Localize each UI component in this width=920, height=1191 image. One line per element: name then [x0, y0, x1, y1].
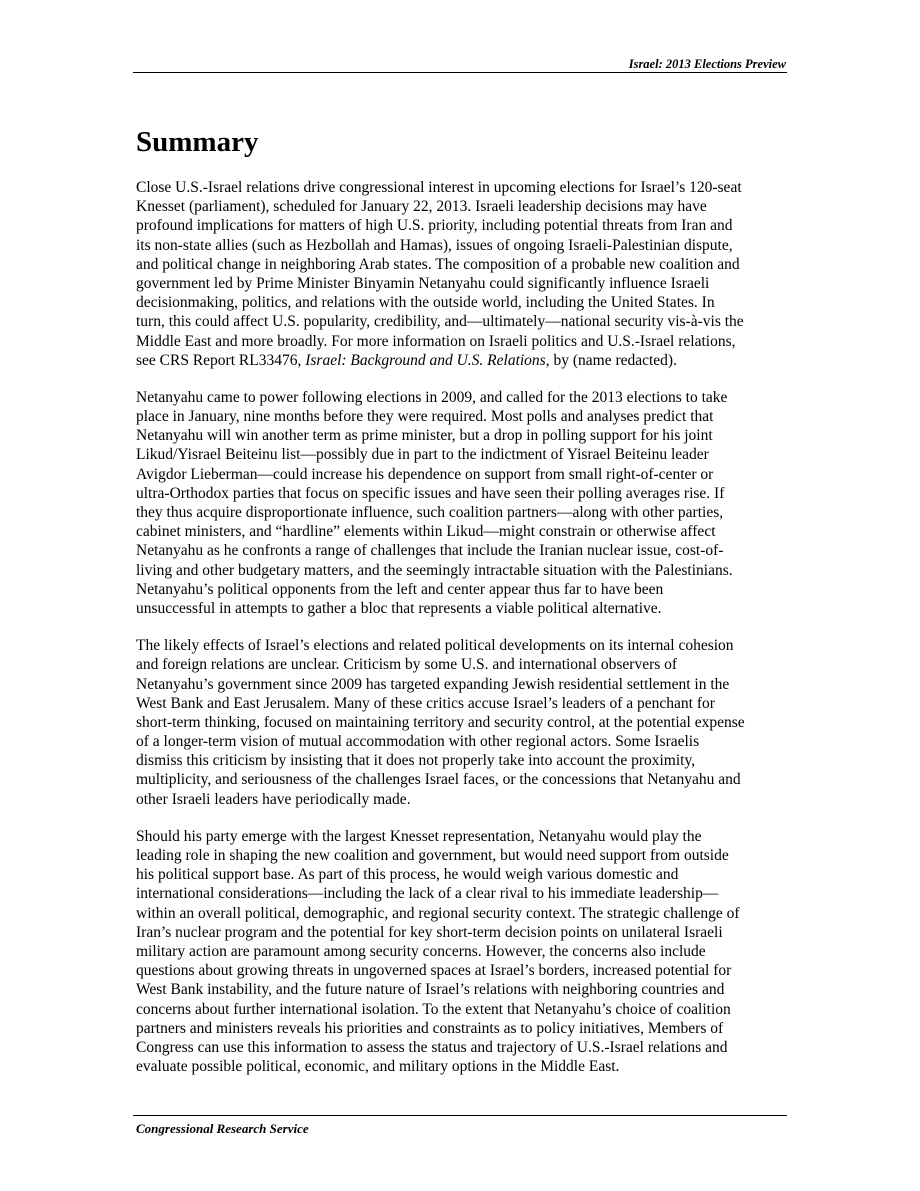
text-line: living and other budgetary matters, and the seemingly intractable situation with the Palestinians.: [136, 561, 733, 579]
text-line: international considerations—including the lack of a clear rival to his immediate leadership—: [136, 885, 719, 903]
paragraph-gap: [136, 809, 788, 827]
text-line: decisionmaking, politics, and relations with the outside world, including the United States. In: [136, 294, 715, 312]
running-header: Israel: 2013 Elections Preview: [628, 57, 786, 71]
text-line: unsuccessful in attempts to gather a bloc that represents a viable political alternative.: [136, 599, 662, 617]
text-line: Netanyahu as he confronts a range of challenges that include the Iranian nuclear issue, cost-of-: [136, 542, 724, 560]
header-rule: [133, 72, 787, 73]
text-line: West Bank instability, and the future nature of Israel’s relations with neighboring countries and: [136, 981, 725, 999]
text-line: Netanyahu’s political opponents from the left and center appear thus far to have been: [136, 580, 664, 598]
paragraph-1: [136, 178, 788, 370]
text-line: dismiss this criticism by insisting that it does not properly take into account the proximity,: [136, 752, 696, 770]
text-line: Likud/Yisrael Beiteinu list—possibly due in part to the indictment of Yisrael Beiteinu leader: [136, 446, 709, 464]
text-line: Netanyahu came to power following elections in 2009, and called for the 2013 elections to take: [136, 388, 728, 406]
text-line: turn, this could affect U.S. popularity, credibility, and—ultimately—national security vis-à-vis the: [136, 313, 744, 331]
summary-body: [136, 178, 788, 1076]
footer-organization: Congressional Research Service: [136, 1121, 309, 1136]
paragraph-gap: [136, 618, 788, 636]
text-line: profound implications for matters of high U.S. priority, including potential threats from Iran and: [136, 217, 733, 235]
text-line: and political change in neighboring Arab states. The composition of a probable new coalition and: [136, 255, 740, 273]
text-line: leading role in shaping the new coalition and government, but would need support from outside: [136, 847, 729, 864]
text-line: questions about growing threats in ungoverned spaces at Israel’s borders, increased potential for: [136, 962, 732, 980]
footer-rule: [133, 1115, 787, 1116]
text-line: [136, 351, 788, 370]
text-line: evaluate possible political, economic, and military options in the Middle East.: [136, 1058, 620, 1076]
paragraph-gap: [136, 370, 788, 388]
text-line: The likely effects of Israel’s elections and related political developments on its internal cohesion: [136, 637, 734, 655]
text-line: its non-state allies (such as Hezbollah and Hamas), issues of ongoing Israeli-Palestinian dispute,: [136, 236, 733, 254]
text-line: partners and ministers reveals his priorities and constraints as to policy initiatives, Members of: [136, 1019, 724, 1037]
text-line: Close U.S.-Israel relations drive congressional interest in upcoming elections for Israel’s 120-seat: [136, 179, 742, 196]
text-line: Netanyahu will win another term as prime minister, but a drop in polling support for his joint: [136, 427, 713, 445]
text-line: ultra-Orthodox parties that focus on specific issues and have seen their polling averages rise. If: [136, 484, 725, 502]
report-title: Israel: Background and U.S. Relations: [305, 351, 546, 369]
text-line: within an overall political, demographic, and regional security context. The strategic challenge of: [136, 904, 740, 922]
text-line: Should his party emerge with the largest Knesset representation, Netanyahu would play the: [136, 827, 702, 845]
paragraph-4: [136, 827, 788, 1076]
text-line: and foreign relations are unclear. Criticism by some U.S. and international observers of: [136, 656, 678, 674]
text-line: other Israeli leaders have periodically made.: [136, 790, 411, 808]
text-line: his political support base. As part of this process, he would weigh various domestic and: [136, 866, 679, 884]
text-line: of a longer-term vision of mutual accommodation with other regional actors. Some Israelis: [136, 733, 700, 751]
text-line: place in January, nine months before they were required. Most polls and analyses predict that: [136, 408, 714, 426]
text-line: Avigdor Lieberman—could increase his dependence on support from small right-of-center or: [136, 465, 714, 483]
text-line: concerns about further international isolation. To the extent that Netanyahu’s choice of coalition: [136, 1000, 731, 1018]
text-line: they thus acquire disproportionate influence, such coalition partners—along with other parties,: [136, 504, 724, 521]
text-line: Congress can use this information to assess the status and trajectory of U.S.-Israel relations and: [136, 1038, 728, 1056]
paragraph-3: [136, 636, 788, 809]
text-line: cabinet ministers, and “hardline” elements within Likud—might constrain or otherwise affect: [136, 523, 716, 541]
section-title: Summary: [136, 126, 259, 158]
text-line: Middle East and more broadly. For more information on Israeli politics and U.S.-Israel relations,: [136, 332, 736, 350]
paragraph-2: [136, 388, 788, 618]
text-line: Iran’s nuclear program and the potential for key short-term decision points on unilateral Israeli: [136, 923, 723, 941]
text-line: multiplicity, and seriousness of the challenges Israel faces, or the concessions that Netanyahu and: [136, 771, 741, 789]
text-line: military action are paramount among security concerns. However, the concerns also include: [136, 942, 706, 960]
text-line: West Bank and East Jerusalem. Many of these critics accuse Israel’s leaders of a penchant for: [136, 694, 715, 712]
text-segment: , by (name redacted).: [545, 351, 677, 369]
text-segment: see CRS Report RL33476,: [136, 351, 306, 369]
text-line: Netanyahu’s government since 2009 has targeted expanding Jewish residential settlement in the: [136, 675, 730, 693]
text-line: government led by Prime Minister Binyamin Netanyahu could significantly influence Israeli: [136, 274, 710, 292]
text-line: short-term thinking, focused on maintaining territory and security control, at the potential expense: [136, 713, 745, 731]
text-line: Knesset (parliament), scheduled for January 22, 2013. Israeli leadership decisions may have: [136, 198, 707, 216]
